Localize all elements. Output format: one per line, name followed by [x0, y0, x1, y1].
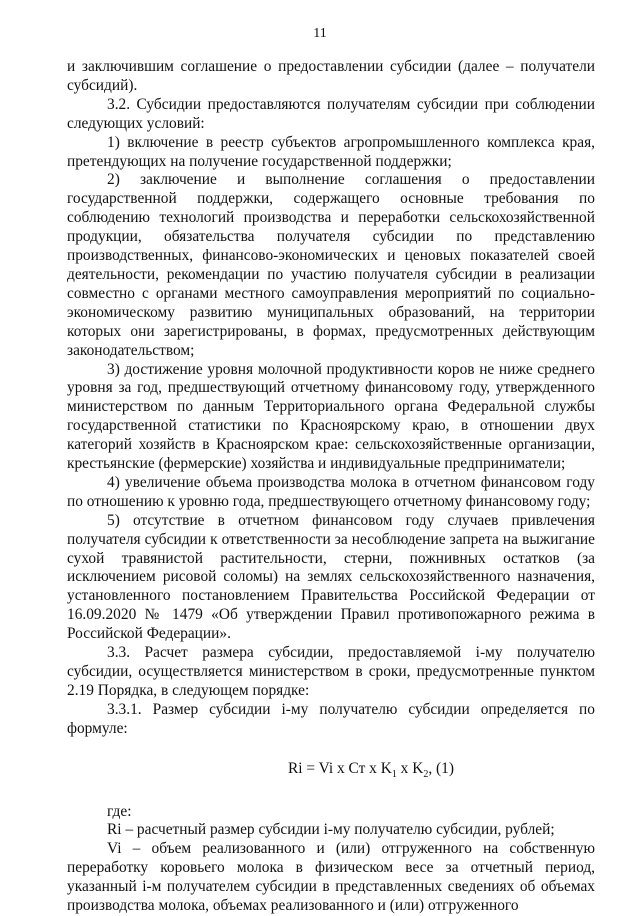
formula-subscript-2: 2: [423, 768, 429, 780]
page-number: 11: [313, 26, 327, 41]
paragraph-3-3-1: 3.3.1. Размер субсидии i-му получателю субсидии определяется по формуле:: [67, 700, 595, 737]
document-body: [67, 58, 595, 916]
definition-vi: Vi – объем реализованного и (или) отгруженного на собственную переработку коровьего молока в физическом весе за отчетный период, указанный i-м получателем субсидии в представленных сведениях об объемах производства молока, объемах реализованного и (или) отгруженного: [67, 840, 595, 915]
formula-tail: , (1): [428, 759, 454, 777]
condition-1: 1) включение в реестр субъектов агропромышленного комплекса края, претендующих на получение государственной поддержки;: [67, 133, 595, 170]
condition-5: 5) отсутствие в отчетном финансовом году случаев привлечения получателя субсидии к ответственности за несоблюдение запрета на выжигание сухой травянистой растительности, стерни, пожнивных остатков (за исключением рисовой соломы) на землях сельскохозяйственного назначения, установленного постановлением Правительства Российской Федерации от 16.09.2020 № 1479 «Об утверждении Правил противопожарного режима в Российской Федерации».: [67, 511, 595, 643]
where-label: где:: [107, 802, 132, 820]
condition-4: 4) увеличение объема производства молока в отчетном финансовом году по отношению к уровню года, предшествующего отчетному финансовому году;: [67, 473, 595, 510]
formula-subscript-1: 1: [391, 768, 397, 780]
paragraph-3-3: 3.3. Расчет размера субсидии, предоставляемой i-му получателю субсидии, осуществляется министерством в сроки, предусмотренные пунктом 2.19 Порядка, в следующем порядке:: [67, 644, 595, 699]
subsidy-formula: [67, 760, 595, 779]
condition-3: 3) достижение уровня молочной продуктивности коров не ниже среднего уровня за год, предшествующий отчетному финансовому году, утвержденного министерством по данным Территориального органа Федеральной службы государственной статистики по Красноярскому краю, в отношении двух категорий хозяйств в Красноярском крае: сельскохозяйственные организации, крестьянские (фермерские) хозяйства и индивидуальные предприниматели;: [67, 360, 595, 473]
formula-main: Ri = Vi x Ст x K: [288, 759, 392, 777]
definition-ri: Ri – расчетный размер субсидии i-му получателю субсидии, рублей;: [107, 821, 555, 839]
formula-mid: x K: [396, 759, 424, 777]
paragraph-continuation: и заключившим соглашение о предоставлении субсидии (далее – получатели субсидий).: [67, 58, 595, 94]
paragraph-3-2: 3.2. Субсидии предоставляются получателям субсидии при соблюдении следующих условий:: [67, 95, 595, 132]
condition-2: 2) заключение и выполнение соглашения о предоставлении государственной поддержки, содержащего основные требования по соблюдению технологий производства и переработки сельскохозяйственной продукции, обязательства получателя субсидии по представлению производственных, финансово-экономических и ценовых показателей своей деятельности, рекомендации по участию получателя субсидии в реализации совместно с органами местного самоуправления мероприятий по социально-экономическому развитию муниципальных образований, на территории которых они зарегистрированы, в формах, предусмотренных действующим законодательством;: [67, 171, 595, 359]
